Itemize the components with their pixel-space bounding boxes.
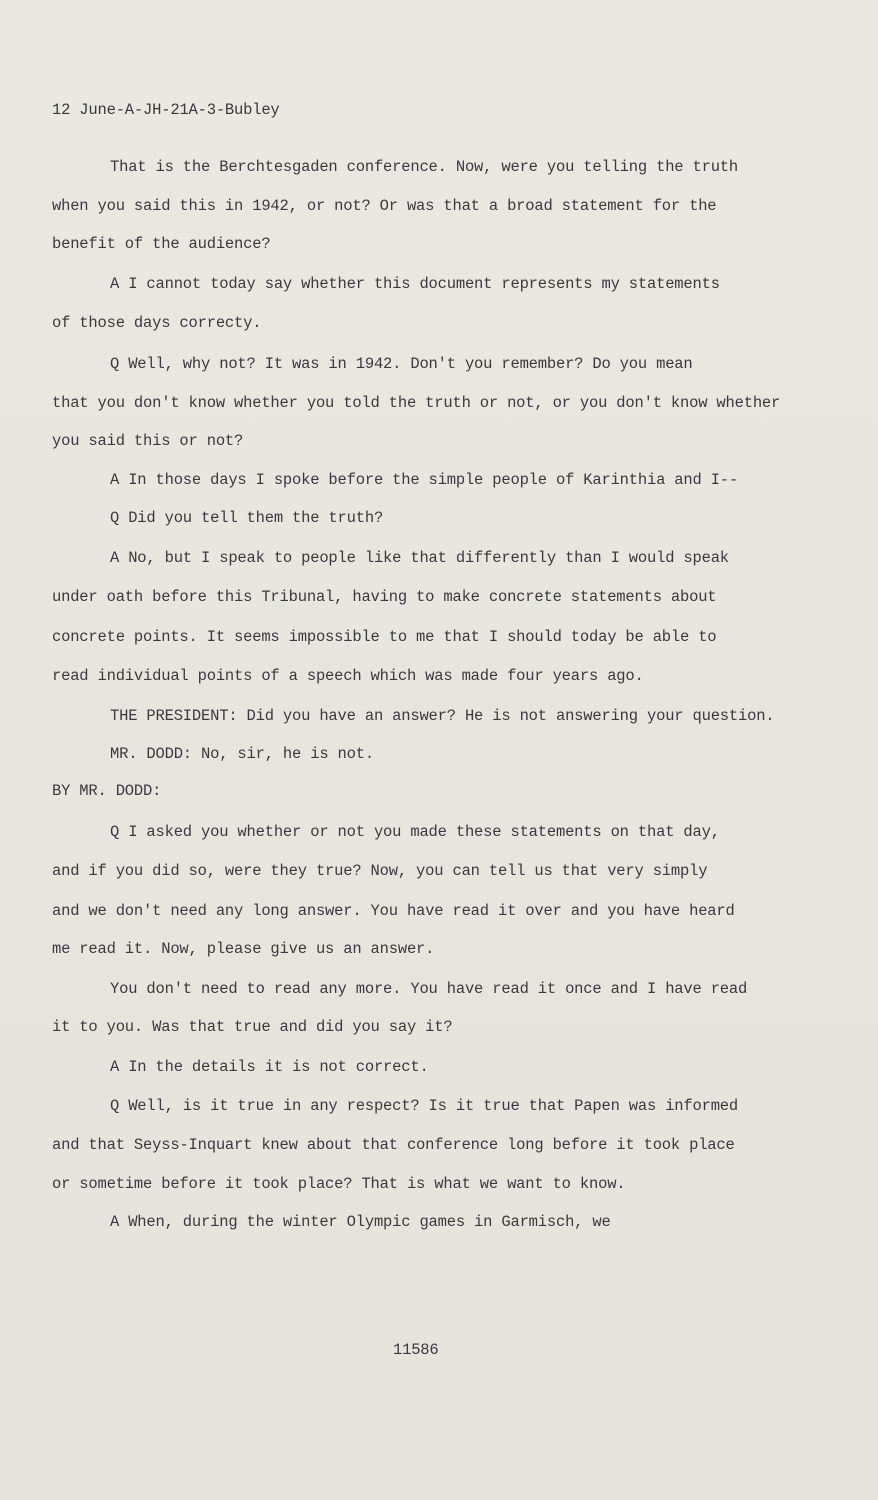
page-number: 11586 [393, 1341, 439, 1359]
text-line: THE PRESIDENT: Did you have an answer? He is not answering your question. [110, 707, 775, 725]
text-line: under oath before this Tribunal, having to make concrete statements about [52, 588, 717, 606]
text-line: and we don't need any long answer. You have read it over and you have heard [52, 902, 735, 920]
text-line: Q Well, why not? It was in 1942. Don't you remember? Do you mean [110, 355, 693, 373]
text-line: A In the details it is not correct. [110, 1058, 429, 1076]
text-line: me read it. Now, please give us an answer. [52, 940, 435, 958]
text-line: or sometime before it took place? That is what we want to know. [52, 1175, 626, 1193]
text-line: You don't need to read any more. You have read it once and I have read [110, 980, 748, 998]
text-line: of those days correcty. [52, 314, 262, 332]
text-line: concrete points. It seems impossible to me that I should today be able to [52, 628, 717, 646]
text-line: benefit of the audience? [52, 235, 271, 253]
text-line: A I cannot today say whether this document represents my statements [110, 275, 720, 293]
text-line: MR. DODD: No, sir, he is not. [110, 745, 374, 763]
text-line: when you said this in 1942, or not? Or was that a broad statement for the [52, 197, 717, 215]
text-line: A In those days I spoke before the simple people of Karinthia and I-- [110, 471, 739, 489]
text-line: you said this or not? [52, 432, 244, 450]
page-header: 12 June-A-JH-21A-3-Bubley [52, 101, 280, 119]
text-line: BY MR. DODD: [52, 782, 162, 800]
text-line: Q I asked you whether or not you made these statements on that day, [110, 823, 720, 841]
text-line: Q Well, is it true in any respect? Is it true that Papen was informed [110, 1097, 739, 1115]
text-line: that you don't know whether you told the truth or not, or you don't know whether [52, 394, 781, 412]
text-line: it to you. Was that true and did you say it? [52, 1018, 453, 1036]
text-line: read individual points of a speech which was made four years ago. [52, 667, 644, 685]
text-line: A When, during the winter Olympic games in Garmisch, we [110, 1213, 611, 1231]
text-line: Q Did you tell them the truth? [110, 509, 384, 527]
text-line: A No, but I speak to people like that differently than I would speak [110, 549, 729, 567]
text-line: and that Seyss-Inquart knew about that conference long before it took place [52, 1136, 735, 1154]
text-line: That is the Berchtesgaden conference. Now, were you telling the truth [110, 158, 739, 176]
text-line: and if you did so, were they true? Now, you can tell us that very simply [52, 862, 708, 880]
